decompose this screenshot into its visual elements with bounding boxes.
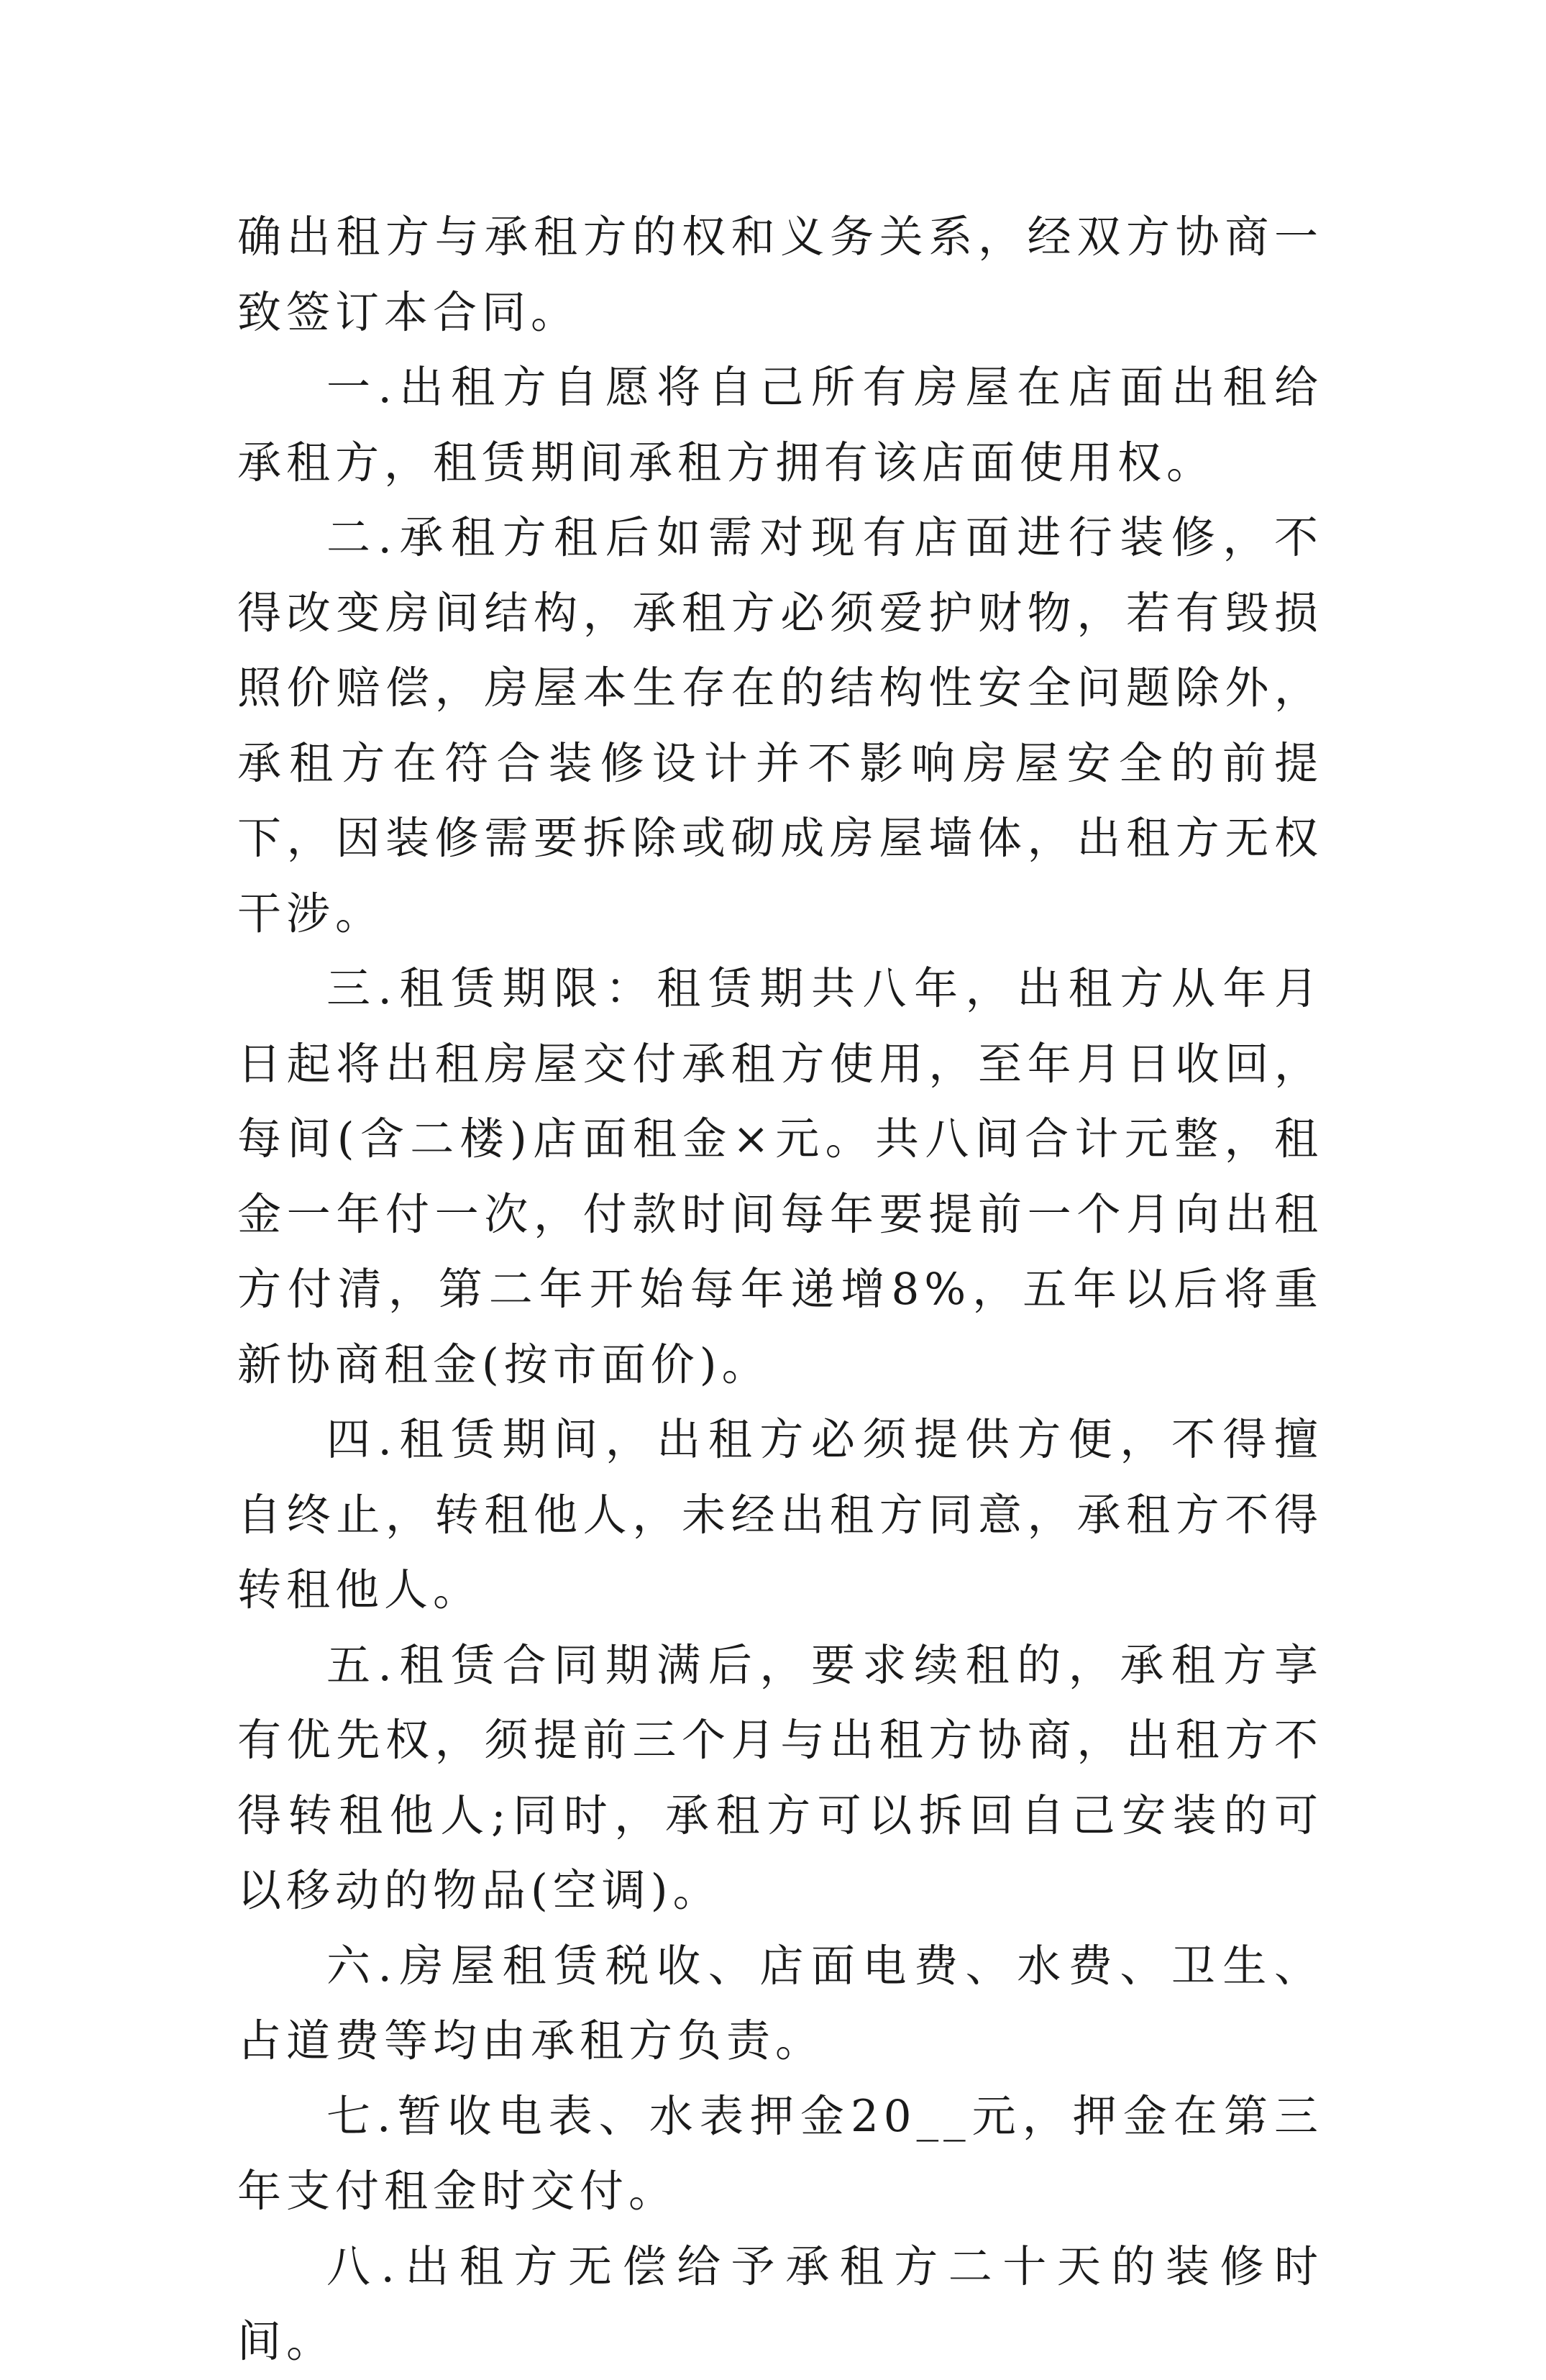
clause-5: 五.租赁合同期满后，要求续租的，承租方享有优先权，须提前三个月与出租方协商，出租方不得转租他人;同时，承租方可以拆回自己安装的可以移动的物品(空调)。 xyxy=(237,1639,1323,1916)
clause-7: 七.暂收电表、水表押金20__元，押金在第三年支付租金时交付。 xyxy=(237,2090,1323,2217)
paragraph-intro-continuation: 确出租方与承租方的权和义务关系，经双方协商一致签订本合同。 xyxy=(237,211,1323,338)
clause-4: 四.租赁期间，出租方必须提供方便，不得擅自终止，转租他人，未经出租方同意，承租方不得转租他人。 xyxy=(237,1414,1323,1615)
clause-3: 三.租赁期限：租赁期共八年，出租方从年月日起将出租房屋交付承租方使用，至年月日收回，每间(含二楼)店面租金×元。共八间合计元整，租金一年付一次，付款时间每年要提前一个月向出租方付清，第二年开始每年递增8%，五年以后将重新协商租金(按市面价)。 xyxy=(237,963,1323,1390)
clause-8: 八.出租方无偿给予承租方二十天的装修时间。 xyxy=(237,2240,1323,2367)
clause-1: 一.出租方自愿将自己所有房屋在店面出租给承租方，租赁期间承租方拥有该店面使用权。 xyxy=(237,362,1323,488)
clause-2: 二.承租方租后如需对现有店面进行装修，不得改变房间结构，承租方必须爱护财物，若有毁损照价赔偿，房屋本生存在的结构性安全问题除外，承租方在符合装修设计并不影响房屋安全的前提下，因装修需要拆除或砌成房屋墙体，出租方无权干涉。 xyxy=(237,512,1323,939)
clause-6: 六.房屋租赁税收、店面电费、水费、卫生、占道费等均由承租方负责。 xyxy=(237,1940,1323,2066)
document-body xyxy=(237,200,1323,2380)
